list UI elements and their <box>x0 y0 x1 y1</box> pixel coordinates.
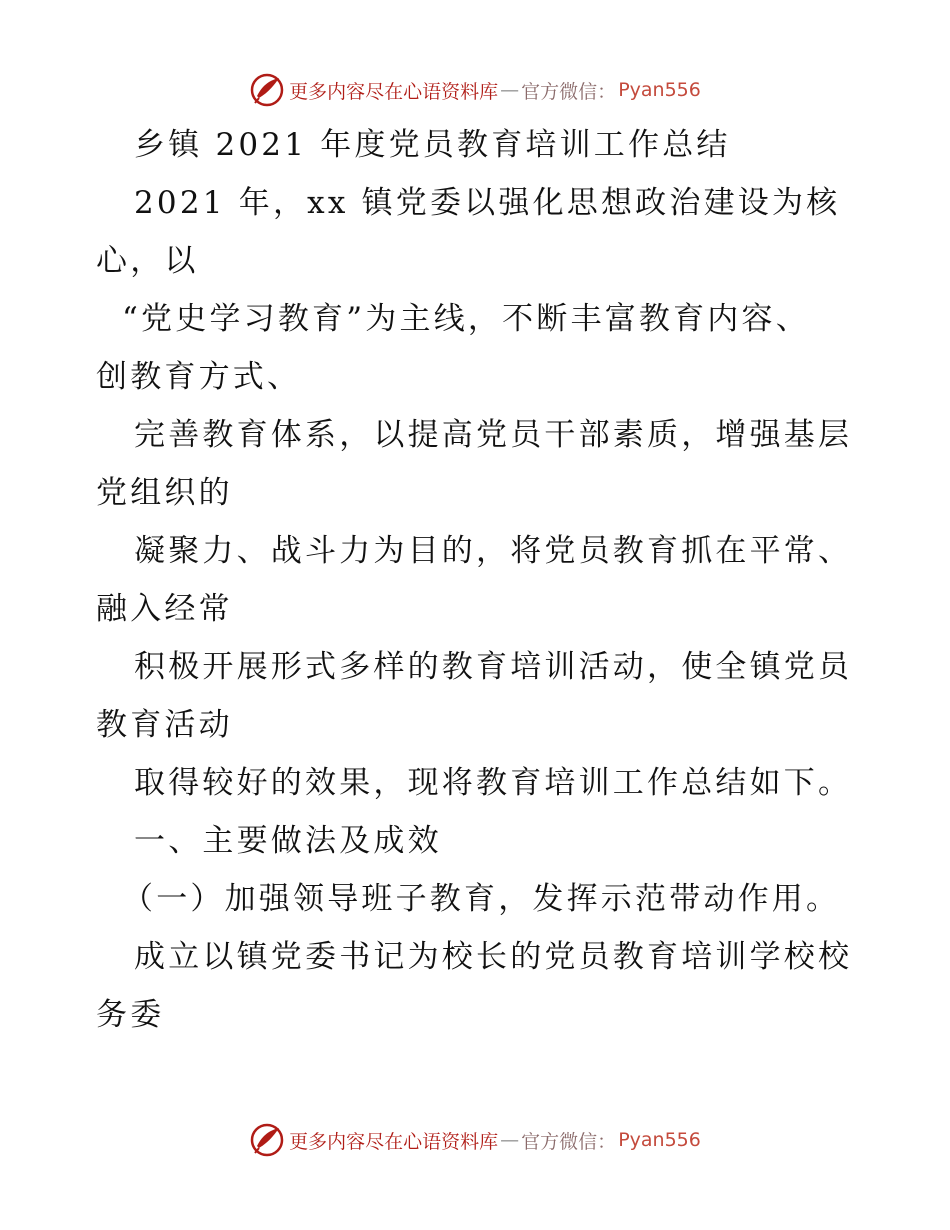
document-body <box>96 116 856 1044</box>
banner-separator: — <box>500 79 520 101</box>
paragraph-line: 2021 年，xx 镇党委以强化思想政治建设为核 <box>134 185 841 221</box>
banner-promo-text: 更多内容尽在心语资料库 <box>289 80 499 103</box>
paragraph-line: 创教育方式、 <box>96 359 302 395</box>
paragraph-line: 融入经常 <box>96 591 233 627</box>
paragraph-line: 凝聚力、战斗力为目的，将党员教育抓在平常、 <box>134 533 853 569</box>
quill-logo-icon <box>249 72 285 108</box>
paragraph-line: 教育活动 <box>96 707 233 743</box>
subsection-heading: （一）加强领导班子教育，发挥示范带动作用。 <box>122 881 841 917</box>
header-banner <box>0 70 950 110</box>
banner-separator: — <box>500 1129 520 1151</box>
paragraph-line: 务委 <box>96 997 165 1033</box>
banner-promo-text: 更多内容尽在心语资料库 <box>289 1130 499 1153</box>
paragraph-line: 心，以 <box>96 243 199 279</box>
paragraph-line: 成立以镇党委书记为校长的党员教育培训学校校 <box>134 939 853 975</box>
paragraph-line: 党组织的 <box>96 475 233 511</box>
banner-official-label: 官方微信： <box>521 80 617 103</box>
banner-wechat-id: Pyan556 <box>618 1129 701 1151</box>
banner-wechat-id: Pyan556 <box>618 79 701 101</box>
paragraph-line: 积极开展形式多样的教育培训活动，使全镇党员 <box>134 649 853 685</box>
document-title: 乡镇 2021 年度党员教育培训工作总结 <box>134 127 731 163</box>
paragraph-line: 完善教育体系，以提高党员干部素质，增强基层 <box>134 417 853 453</box>
paragraph-line: “党史学习教育”为主线，不断丰富教育内容、 <box>122 301 810 337</box>
quill-logo-icon <box>249 1122 285 1158</box>
paragraph-line: 取得较好的效果，现将教育培训工作总结如下。 <box>134 765 853 801</box>
footer-banner <box>0 1120 950 1160</box>
banner-official-label: 官方微信： <box>521 1130 617 1153</box>
section-heading: 一、主要做法及成效 <box>134 823 442 859</box>
